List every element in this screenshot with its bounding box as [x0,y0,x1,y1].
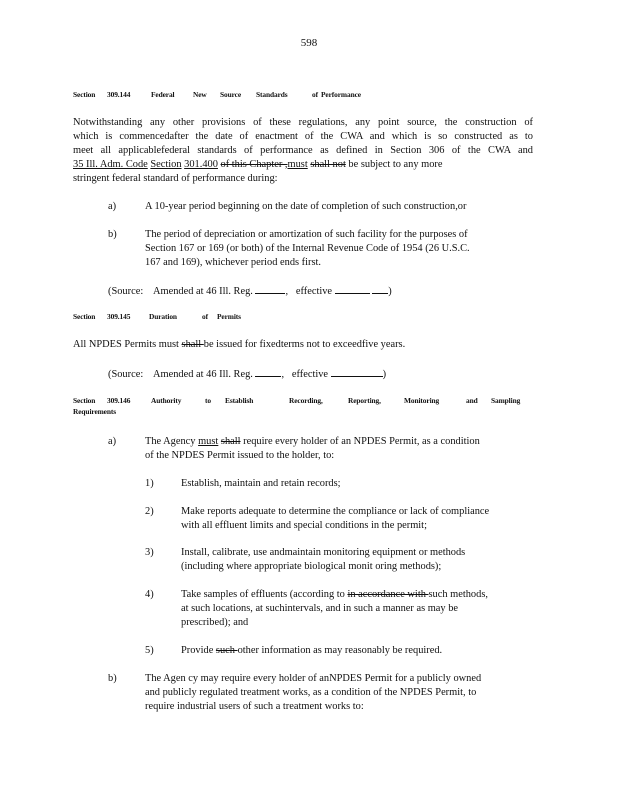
source-effective: effective [291,369,329,380]
section-309-144-heading [73,90,373,100]
inserted-text: must [287,159,308,170]
body-line: which is commencedafter the date of enactment of the CWA and which is so constructed as to [73,131,533,142]
subitem-text-amended [181,588,531,602]
deleted-text: Section [150,159,182,170]
item-text: The Agen cy may require every holder of anNPDES Permit for a publicly owned [145,673,482,684]
subitem-text: at such locations, at suchintervals, and in such a manner as may be [181,603,459,614]
blank-line [255,366,281,377]
heading-word: Establish [225,396,254,405]
item-label: a) [108,436,117,447]
heading-word: Recording, [289,396,323,405]
heading-word: Section [73,90,96,99]
body-text: other information as may reasonably be required. [237,645,443,656]
body-line: Notwithstanding any other provisions of these regulations, any point source, the construction of [73,117,533,128]
section-309-145-heading [73,312,373,322]
body-text: Provide [181,645,216,656]
item-text-amended [145,435,530,449]
source-amended: Amended at 46 Ill. Reg. [153,369,253,380]
heading-word: of [312,90,318,99]
heading-word: Authority [151,396,182,405]
subitem-text: prescribed); and [181,617,249,628]
item-label: a) [108,201,117,212]
item-label: b) [108,673,117,684]
subitem-label: 5) [145,645,154,656]
blank-line [255,283,285,294]
item-text: of the NPDES Permit issued to the holder, to: [145,450,335,461]
heading-word: Source [220,90,242,99]
deleted-text: shall [220,436,241,447]
source-close: ) [382,369,387,380]
heading-word: 309.146 [107,396,131,405]
inserted-text: must [198,436,219,447]
deleted-text: of this Chapter , [220,159,288,170]
deleted-text: in accordance with [347,589,429,600]
source-comma: , [281,369,285,380]
body-text: such methods, [428,589,488,600]
body-text: The Agency [145,436,199,447]
deleted-text: shall [181,339,204,350]
heading-word: of [202,312,208,321]
heading-word: Performance [321,90,361,99]
source-note [108,366,508,382]
subitem-text: Establish, maintain and retain records; [181,478,341,489]
heading-word: Duration [149,312,177,321]
body-text: be subject to any more [345,159,443,170]
inserted-text: 35 Ill. Adm. Code [73,159,148,170]
inserted-text: 301.400 [184,159,218,170]
source-prefix: (Source: [108,369,144,380]
subitem-label: 3) [145,547,154,558]
item-text: A 10-year period beginning on the date of completion of such construction,or [145,201,467,212]
heading-word: 309.144 [107,90,131,99]
page-number: 598 [300,37,318,49]
heading-word: Reporting, [348,396,381,405]
body-text: be issued for fixedterms not to exceedfive years. [203,339,406,350]
heading-word: to [205,396,211,405]
item-text: Section 167 or 169 (or both) of the Internal Revenue Code of 1954 (26 U.S.C. [145,243,470,254]
heading-word: New [193,90,207,99]
heading-word: and [466,396,478,405]
item-text: The period of depreciation or amortization of such facility for the purposes of [145,229,468,240]
source-note [108,283,508,299]
subitem-text: Install, calibrate, use andmaintain monitoring equipment or methods [181,547,466,558]
body-line [73,338,533,352]
heading-word: Permits [217,312,241,321]
subitem-text: (including where appropriate biological monit oring methods); [181,561,442,572]
source-close: ) [388,286,392,297]
source-amended: Amended at 46 Ill. Reg. [153,286,253,297]
heading-word: Standards [256,90,288,99]
body-line: stringent federal standard of performance during: [73,173,278,184]
deleted-text: such [215,645,238,656]
heading-word: Monitoring [404,396,440,405]
item-text: 167 and 169), whichever period ends first. [145,257,322,268]
body-line-amended [73,158,533,172]
blank-line [331,366,383,377]
heading-word: Section [73,396,96,405]
subitem-label: 4) [145,589,154,600]
source-prefix: (Source: [108,286,144,297]
heading-word: Federal [151,90,175,99]
source-comma: , [285,286,289,297]
body-line: meet all applicablefederal standards of performance as defined in Section 306 of the CWA and [73,145,533,156]
subitem-label: 1) [145,478,154,489]
blank-line [372,283,388,294]
subitem-text: with all effluent limits and special conditions in the permit; [181,520,427,531]
heading-word: Section [73,312,96,321]
source-effective: effective [295,286,333,297]
body-text: All NPDES Permits must [73,339,182,350]
blank-line [335,283,370,294]
item-label: b) [108,229,117,240]
body-text: require every holder of an NPDES Permit, as a condition [240,436,480,447]
heading-word: Sampling [491,396,521,405]
deleted-text: shall not [310,159,346,170]
heading-word: 309.145 [107,312,131,321]
section-heading-continued: Requirements [73,407,117,416]
body-text: Take samples of effluents (according to [181,589,348,600]
subitem-label: 2) [145,506,154,517]
section-309-146-heading [73,396,533,406]
subitem-text: Make reports adequate to determine the compliance or lack of compliance [181,506,490,517]
subitem-text-amended [181,644,531,658]
item-text: require industrial users of such a treatment works to: [145,701,364,712]
item-text: and publicly regulated treatment works, as a condition of the NPDES Permit, to [145,687,477,698]
